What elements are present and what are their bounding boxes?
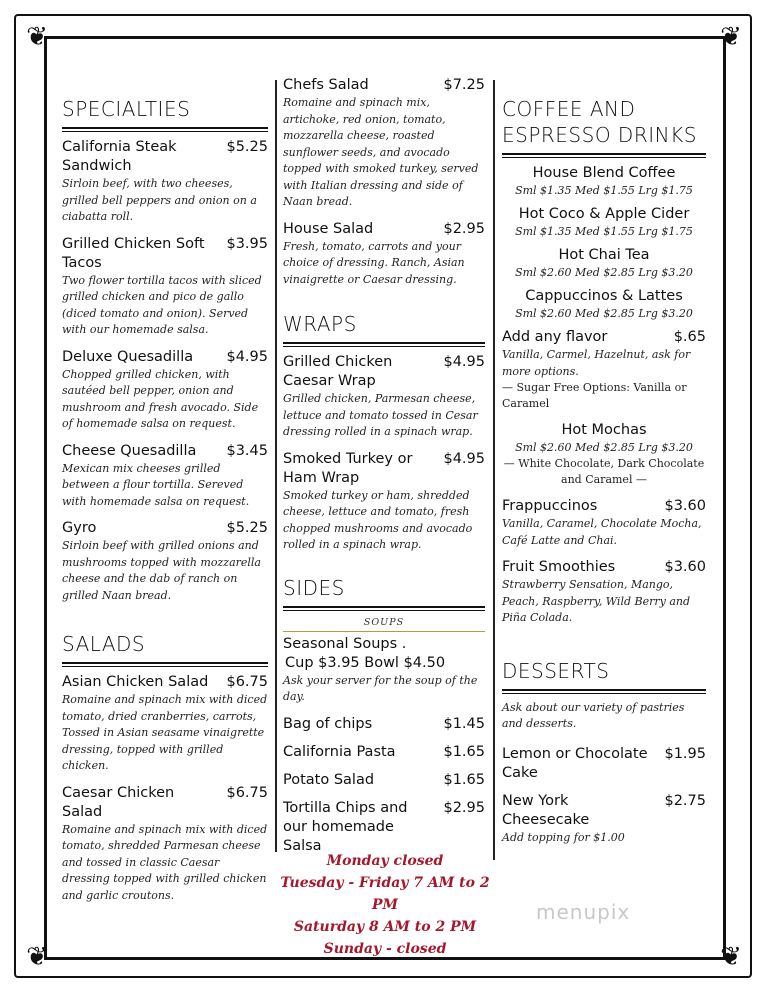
section-rule [283, 606, 485, 611]
item-price: $5.25 [226, 139, 268, 155]
item-sizes: Sml $1.35 Med $1.55 Lrg $1.75 [515, 184, 693, 197]
item-note: — White Chocolate, Dark Chocolate and Caramel — [503, 457, 705, 486]
menu-item [283, 799, 485, 856]
item-price: $.65 [673, 329, 706, 345]
corner-ornament-icon: ❦ [26, 22, 48, 52]
menu-item [502, 497, 706, 549]
salads-title: SALADS [62, 632, 146, 656]
menu-item [283, 220, 485, 289]
desserts-intro: Ask about our variety of pastries and desserts. [502, 700, 685, 730]
soups-divider [283, 631, 485, 632]
item-header [283, 743, 485, 762]
item-name: Smoked Turkey or Ham Wrap [283, 450, 413, 486]
item-name: Lemon or Chocolate Cake [502, 745, 648, 781]
item-note: — Sugar Free Options: Vanilla or Caramel [502, 381, 687, 410]
item-price: Cup $3.95 Bowl $4.50 [285, 654, 446, 671]
item-header [62, 348, 268, 367]
section-rule [283, 342, 485, 347]
item-sizes: Sml $2.60 Med $2.85 Lrg $3.20 [515, 441, 693, 454]
desserts-list [502, 745, 706, 847]
item-sizes: Sml $2.60 Med $2.85 Lrg $3.20 [515, 266, 693, 279]
item-name: Hot Coco & Apple Cider [518, 206, 690, 222]
column-middle [283, 76, 485, 865]
item-name: Grilled Chicken Caesar Wrap [283, 354, 393, 389]
item-description: Grilled chicken, Parmesan cheese, lettuce and tomato tossed in Cesar dressing rolled in a spinach wrap. [283, 392, 478, 438]
item-header [502, 792, 706, 830]
menu-item [283, 450, 485, 554]
item-name: Frappuccinos [502, 498, 598, 514]
menu-item [502, 792, 706, 847]
item-price: $1.65 [443, 743, 485, 760]
coffee-item [502, 287, 706, 322]
menu-item [283, 743, 485, 762]
item-name: Hot Mochas [561, 422, 647, 438]
item-description: Romaine and spinach mix with diced tomato, shredded Parmesan cheese and tossed in classic Caesar dressing topped with grilled chicken and garlic croutons. [62, 822, 268, 902]
salads-list-continued [283, 76, 485, 288]
item-price: $3.45 [226, 442, 268, 459]
flavor-item [502, 328, 706, 412]
soups-tag: SOUPS [363, 616, 405, 628]
section-rule [62, 127, 268, 132]
item-description: Romaine and spinach mix, artichoke, red onion, tomato, mozzarella cheese, roasted sunflower seeds, and avocado topped with smoked turkey, served with Italian dressing and side of Naan bread. [283, 96, 479, 208]
hours-line: Monday closed [326, 853, 444, 869]
item-price: $7.25 [443, 77, 485, 93]
item-header [62, 138, 268, 176]
coffee-title-line2: ESPRESSO DRINKS [502, 123, 697, 147]
item-name: Caesar Chicken Salad [62, 784, 175, 820]
item-header [283, 353, 485, 391]
item-price: $3.95 [226, 235, 268, 252]
coffee-items [502, 497, 706, 627]
menu-item [62, 519, 268, 604]
item-name: Deluxe Quesadilla [62, 348, 194, 365]
item-description: Two flower tortilla tacos with sliced grilled chicken and pico de gallo (diced tomato and onion). Served with our homemade salsa. [62, 273, 262, 336]
item-name: Gyro [62, 520, 97, 536]
menu-item [502, 558, 706, 627]
item-name: Cappuccinos & Lattes [525, 288, 683, 304]
coffee-item [502, 246, 706, 281]
column-divider [493, 80, 495, 860]
opening-hours [270, 850, 500, 960]
coffee-item [502, 164, 706, 199]
item-header [502, 497, 706, 516]
item-header [502, 745, 706, 783]
menu-item [283, 76, 485, 211]
item-price: $6.75 [226, 784, 268, 801]
item-price: $4.95 [226, 348, 268, 365]
item-header [62, 442, 268, 461]
item-name: Tortilla Chips and our homemade Salsa [283, 799, 408, 854]
item-price: $2.95 [443, 220, 485, 237]
item-price: $2.75 [664, 792, 706, 809]
item-name: Fruit Smoothies [502, 559, 616, 575]
specialties-list [62, 138, 268, 604]
hours-line: Saturday 8 AM to 2 PM [293, 919, 477, 935]
mochas-item [502, 421, 706, 488]
item-price: $4.95 [443, 354, 485, 370]
column-right [502, 96, 706, 855]
menu-item [62, 235, 268, 339]
item-description: Sirloin beef with grilled onions and mushrooms topped with mozzarella cheese and the dab of ranch on grilled Naan bread. [62, 539, 261, 602]
sides-list [283, 715, 485, 856]
item-name: Grilled Chicken Soft Tacos [62, 235, 205, 271]
menu-item [62, 673, 268, 775]
item-name: Chefs Salad [283, 77, 369, 93]
coffee-item [502, 205, 706, 240]
salads-list [62, 673, 268, 904]
item-description: Mexican mix cheeses grilled between a flour tortilla. Sereved with homemade salsa on request. [62, 461, 250, 508]
item-name: Potato Salad [283, 771, 375, 788]
corner-ornament-icon: ❦ [720, 22, 742, 52]
item-description: Add topping for $1.00 [502, 830, 625, 844]
item-header [283, 450, 485, 488]
item-description: Vanilla, Caramel, Chocolate Mocha, Café Latte and Chai. [502, 517, 702, 547]
item-header [62, 784, 268, 822]
item-header [62, 519, 268, 538]
wraps-list [283, 353, 485, 554]
item-name: Hot Chai Tea [558, 247, 650, 263]
menu-item [283, 715, 485, 734]
menu-item [502, 745, 706, 783]
item-name: House Salad [283, 220, 374, 237]
item-description: Vanilla, Carmel, Hazelnut, ask for more options. [502, 348, 691, 378]
specialties-title: SPECIALTIES [62, 97, 191, 121]
hours-line: Sunday - closed [323, 941, 447, 957]
menu-item [62, 442, 268, 511]
item-price: $1.45 [443, 715, 485, 732]
menu-item [62, 138, 268, 226]
item-description: Chopped grilled chicken, with sautéed bell pepper, onion and mushroom and fresh avocado. Side of homemade salsa on request. [62, 367, 259, 430]
item-header [283, 76, 485, 95]
item-description: Strawberry Sensation, Mango, Peach, Raspberry, Wild Berry and Piña Colada. [502, 578, 690, 624]
item-name: California Steak Sandwich [62, 139, 177, 174]
item-sizes: Sml $1.35 Med $1.55 Lrg $1.75 [515, 225, 693, 238]
item-price: $5.25 [226, 520, 268, 536]
item-price: $4.95 [443, 450, 485, 467]
column-divider [275, 80, 277, 852]
hours-line: Tuesday - Friday 7 AM to 2 PM [280, 875, 490, 913]
coffee-list [502, 164, 706, 322]
item-description: Sirloin beef, with two cheeses, grilled bell peppers and onion on a ciabatta roll. [62, 177, 257, 223]
item-price: $3.60 [664, 559, 706, 575]
item-header [283, 220, 485, 239]
menu-item [283, 771, 485, 790]
sides-title: SIDES [283, 575, 345, 600]
coffee-title-line1: COFFEE AND [502, 97, 636, 121]
item-price: $3.60 [664, 498, 706, 514]
item-sizes: Sml $2.60 Med $2.85 Lrg $3.20 [515, 307, 693, 320]
section-rule [62, 662, 268, 667]
item-header [502, 558, 706, 577]
soup-item [283, 635, 485, 706]
menu-item [62, 784, 268, 905]
item-price: $1.95 [664, 745, 706, 762]
item-price: $2.95 [443, 799, 485, 816]
item-name: California Pasta [283, 743, 396, 760]
wraps-title: WRAPS [283, 312, 357, 336]
item-name: Asian Chicken Salad [62, 674, 209, 690]
item-header [62, 673, 268, 692]
column-left [62, 70, 268, 913]
item-header [283, 799, 485, 856]
item-description: Romaine and spinach mix with diced tomato, dried cranberries, carrots, Tossed in Asian seasame vinaigrette dressing, topped with grilled chicken. [62, 693, 268, 772]
menu-item [62, 348, 268, 433]
item-name: New York Cheesecake [502, 792, 590, 828]
item-header [283, 771, 485, 790]
item-name: Bag of chips [283, 715, 373, 732]
item-price: $6.75 [226, 674, 268, 690]
menu-item [283, 353, 485, 441]
item-description: Ask your server for the soup of the day. [283, 673, 478, 703]
corner-ornament-icon: ❦ [720, 942, 742, 972]
item-name: House Blend Coffee [532, 165, 676, 181]
section-rule [502, 689, 706, 694]
corner-ornament-icon: ❦ [26, 942, 48, 972]
item-price: $1.65 [443, 771, 485, 788]
item-name: Cheese Quesadilla [62, 442, 197, 459]
desserts-title: DESSERTS [502, 658, 610, 683]
item-description: Fresh, tomato, carrots and your choice of dressing. Ranch, Asian vinaigrette or Caesar dressing. [283, 239, 465, 286]
item-header [62, 235, 268, 273]
section-rule [502, 153, 706, 158]
item-name: Seasonal Soups . [283, 635, 407, 652]
item-description: Smoked turkey or ham, shredded cheese, lettuce and tomato, fresh chopped mushrooms and avocado rolled in a spinach wrap. [283, 488, 473, 551]
watermark: menupix [536, 900, 631, 924]
item-header [283, 715, 485, 734]
item-name: Add any flavor [502, 329, 608, 345]
